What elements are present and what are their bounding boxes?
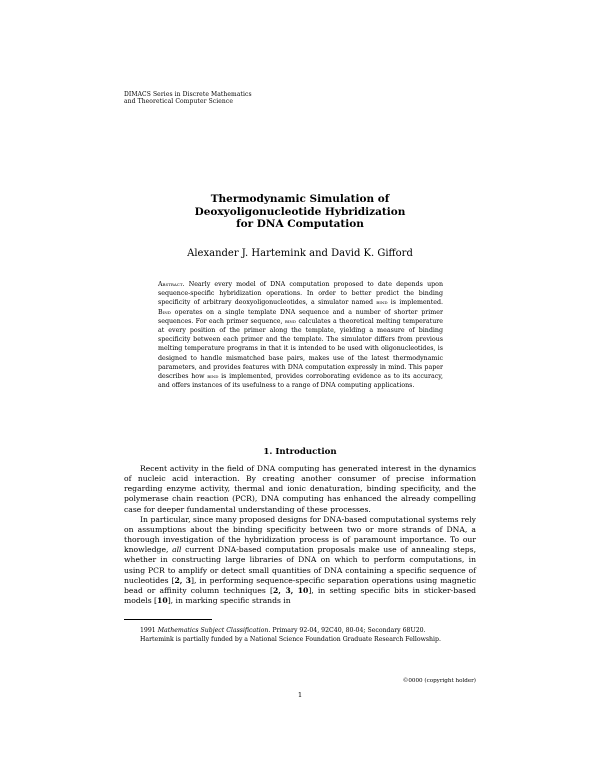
abstract-text: is implemented, provides corroborating evidence as to its accuracy, and offers instances of its usefulness to a range of DNA computing applications. bbox=[158, 373, 443, 390]
msc-label: Mathematics Subject Classification. bbox=[157, 627, 271, 634]
bind-name: Bind bbox=[158, 308, 171, 316]
paragraph-2 bbox=[124, 515, 476, 606]
msc-text: Primary 92-04, 92C40, 80-04; Secondary 68U20. bbox=[270, 627, 426, 634]
footnotes bbox=[124, 626, 476, 644]
series-line-1: DIMACS Series in Discrete Mathematics bbox=[124, 91, 252, 98]
abstract-text: Nearly every model of DNA computation proposed to date depends upon sequence-specific hybridization operations. In order to better predict the binding specificity of arbitrary deoxyoligonucleotides, a simulator named bbox=[158, 281, 443, 307]
title-line-3: for DNA Computation bbox=[236, 218, 364, 230]
body-text bbox=[124, 464, 476, 606]
abstract-text: is implemented. bbox=[387, 299, 443, 307]
paragraph-1: Recent activity in the field of DNA computing has generated interest in the dynamics of nucleic acid interaction. By creating another consumer of precise information regarding enzyme activity, thermal and ionic denaturation, binding specificity, and the polymerase chain reaction (PCR), DNA computing has enhanced the already compelling case for deeper fundamental understanding of these processes. bbox=[124, 464, 476, 514]
copyright-notice: ©0000 (copyright holder) bbox=[402, 678, 476, 684]
abstract-label: Abstract. bbox=[158, 281, 185, 288]
emphasis-all: all bbox=[172, 545, 182, 555]
series-line-2: and Theoretical Computer Science bbox=[124, 98, 233, 105]
text-segment: ], in marking specific strands in bbox=[167, 596, 291, 606]
abstract-text: calculates a theoretical melting temperature at every position of the primer along the template, yielding a measure of binding specificity between each primer and the template. The simulator differs from previous melting temperature programs in that it is intended to be used with oligonucleotides, is designed to handle mismatched base pairs, makes use of the latest thermodynamic parameters, and provides features with DNA computation expressly in mind. This paper describes how bbox=[158, 317, 443, 381]
citation: 2, 3 bbox=[174, 575, 191, 585]
text-segment: current DNA-based computation proposals make use of annealing steps, whether in constructing large libraries of DNA on which to perform computations, in using PCR to amplify or detect small quantities of DNA containing a specific sequence of nucleotides [ bbox=[124, 545, 476, 585]
text-segment: ], in setting specific bits in sticker-based models [ bbox=[124, 585, 476, 606]
bind-name: bind bbox=[376, 299, 388, 307]
page-number: 1 bbox=[297, 691, 303, 699]
bind-name: bind bbox=[207, 373, 219, 381]
series-header bbox=[124, 91, 252, 105]
section-heading: 1. Introduction bbox=[263, 447, 337, 457]
citation: 10 bbox=[157, 596, 168, 606]
paper-title bbox=[140, 193, 460, 231]
authors: Alexander J. Hartemink and David K. Gifford bbox=[187, 248, 413, 259]
footnote-funding: Hartemink is partially funded by a National Science Foundation Graduate Research Fellowship. bbox=[140, 636, 441, 643]
citation: 2, 3, 10 bbox=[272, 585, 309, 595]
title-line-1: Thermodynamic Simulation of bbox=[210, 193, 390, 205]
abstract bbox=[158, 280, 443, 390]
msc-year: 1991 bbox=[140, 627, 158, 634]
title-line-2: Deoxyoligonucleotide Hybridization bbox=[194, 205, 406, 218]
footnote-rule bbox=[124, 619, 212, 620]
bind-name: bind bbox=[284, 317, 297, 325]
text-segment: ], in performing sequence-specific separation operations using magnetic bead or affinity column techniques [ bbox=[124, 575, 476, 595]
footnote-msc bbox=[124, 626, 476, 635]
abstract-text: operates on a single template DNA sequence and a number of shorter primer sequences. For each primer sequence, bbox=[158, 308, 443, 325]
text-segment: In particular, since many proposed designs for DNA-based computational systems rely on assumptions about the binding specificity between two or more strands of DNA, a thorough investigation of the hybridization process is of paramount importance. To our knowledge, bbox=[124, 514, 476, 555]
